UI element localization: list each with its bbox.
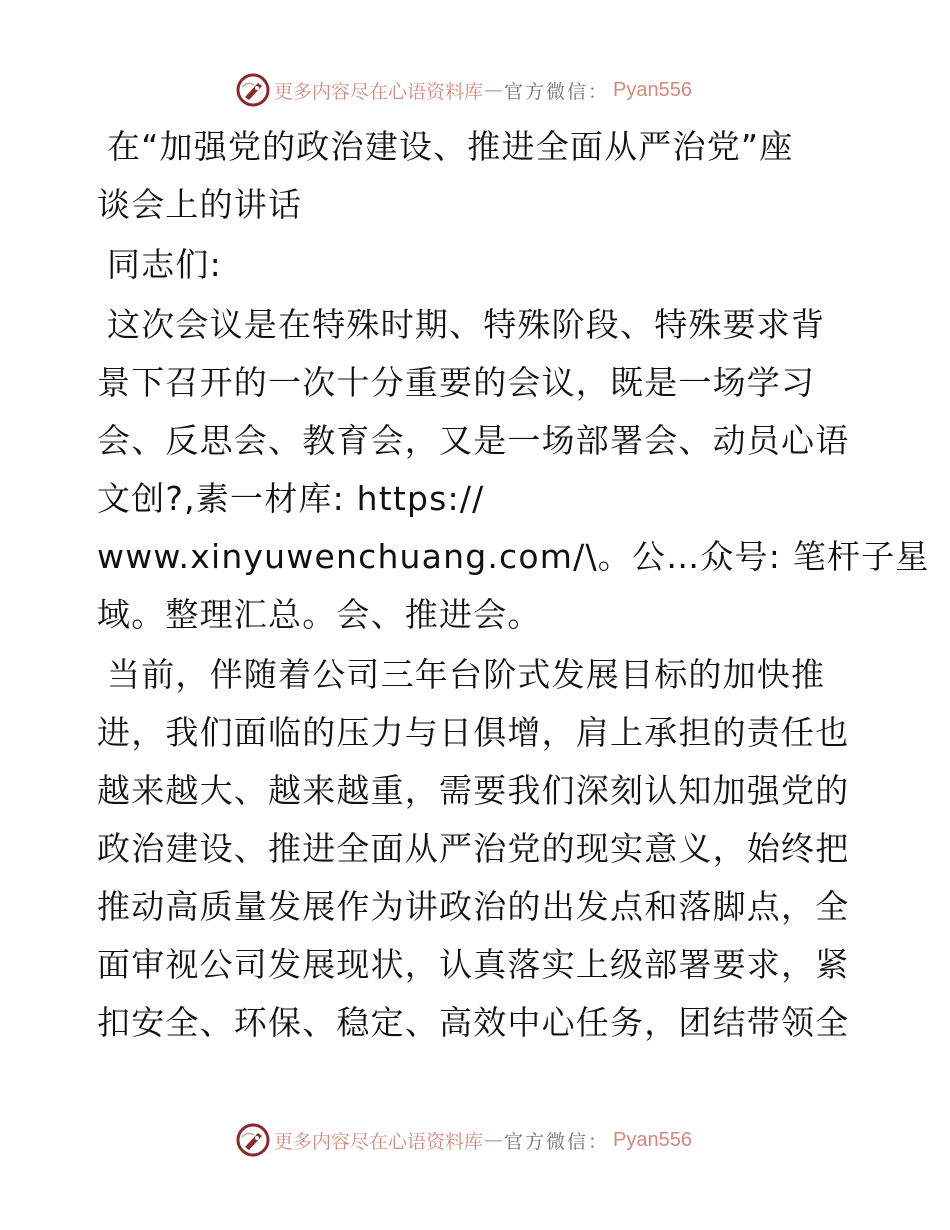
salutation: 同志们: — [107, 245, 222, 284]
paragraph-line: 推动高质量发展作为讲政治的出发点和落脚点，全 — [97, 887, 850, 926]
paragraph-line: www.xinyuwenchuang.com/\。公…众号: 笔杆子星 — [97, 537, 930, 576]
paragraph-line: 扣安全、环保、稳定、高效中心任务，团结带领全 — [97, 1003, 850, 1042]
paragraph-line: 面审视公司发展现状，认真落实上级部署要求，紧 — [97, 945, 850, 984]
quill-logo-icon — [236, 1123, 270, 1157]
document-body — [97, 118, 930, 1052]
paragraph-2 — [97, 646, 857, 1052]
document-title — [97, 118, 857, 234]
paragraph-line: 景下召开的一次十分重要的会议，既是一场学习 — [97, 363, 816, 402]
quill-logo-icon — [236, 73, 270, 107]
watermark-wechat-label: 官方微信： — [504, 1130, 610, 1153]
watermark-brand-text: 更多内容尽在心语资料库 — [274, 80, 484, 103]
watermark-separator: — — [484, 79, 504, 101]
paragraph-line: 当前，伴随着公司三年台阶式发展目标的加快推 — [107, 655, 826, 694]
paragraph-line: 域。整理汇总。会、推进会。 — [97, 595, 542, 634]
watermark-separator: — — [484, 1129, 504, 1151]
footer-watermark — [236, 1122, 692, 1158]
header-watermark — [236, 72, 692, 108]
paragraph-1 — [97, 296, 930, 644]
paragraph-line: 进，我们面临的压力与日俱增，肩上承担的责任也 — [97, 713, 850, 752]
paragraph-line: 会、反思会、教育会，又是一场部署会、动员心语 — [97, 421, 850, 460]
title-line: 在“加强党的政治建设、推进全面从严治党”座 — [107, 127, 794, 166]
watermark-wechat-label: 官方微信： — [504, 80, 610, 103]
watermark-wechat-id: Pyan556 — [613, 1128, 692, 1151]
paragraph-line: 越来越大、越来越重，需要我们深刻认知加强党的 — [97, 771, 850, 810]
watermark-wechat-id: Pyan556 — [613, 78, 692, 101]
watermark-brand-text: 更多内容尽在心语资料库 — [274, 1130, 484, 1153]
paragraph-line: 政治建设、推进全面从严治党的现实意义，始终把 — [97, 829, 850, 868]
paragraph-line: 这次会议是在特殊时期、特殊阶段、特殊要求背 — [107, 305, 826, 344]
paragraph-line: 文创?,素一材库: https:// — [97, 479, 485, 518]
title-line: 谈会上的讲话 — [97, 185, 303, 224]
